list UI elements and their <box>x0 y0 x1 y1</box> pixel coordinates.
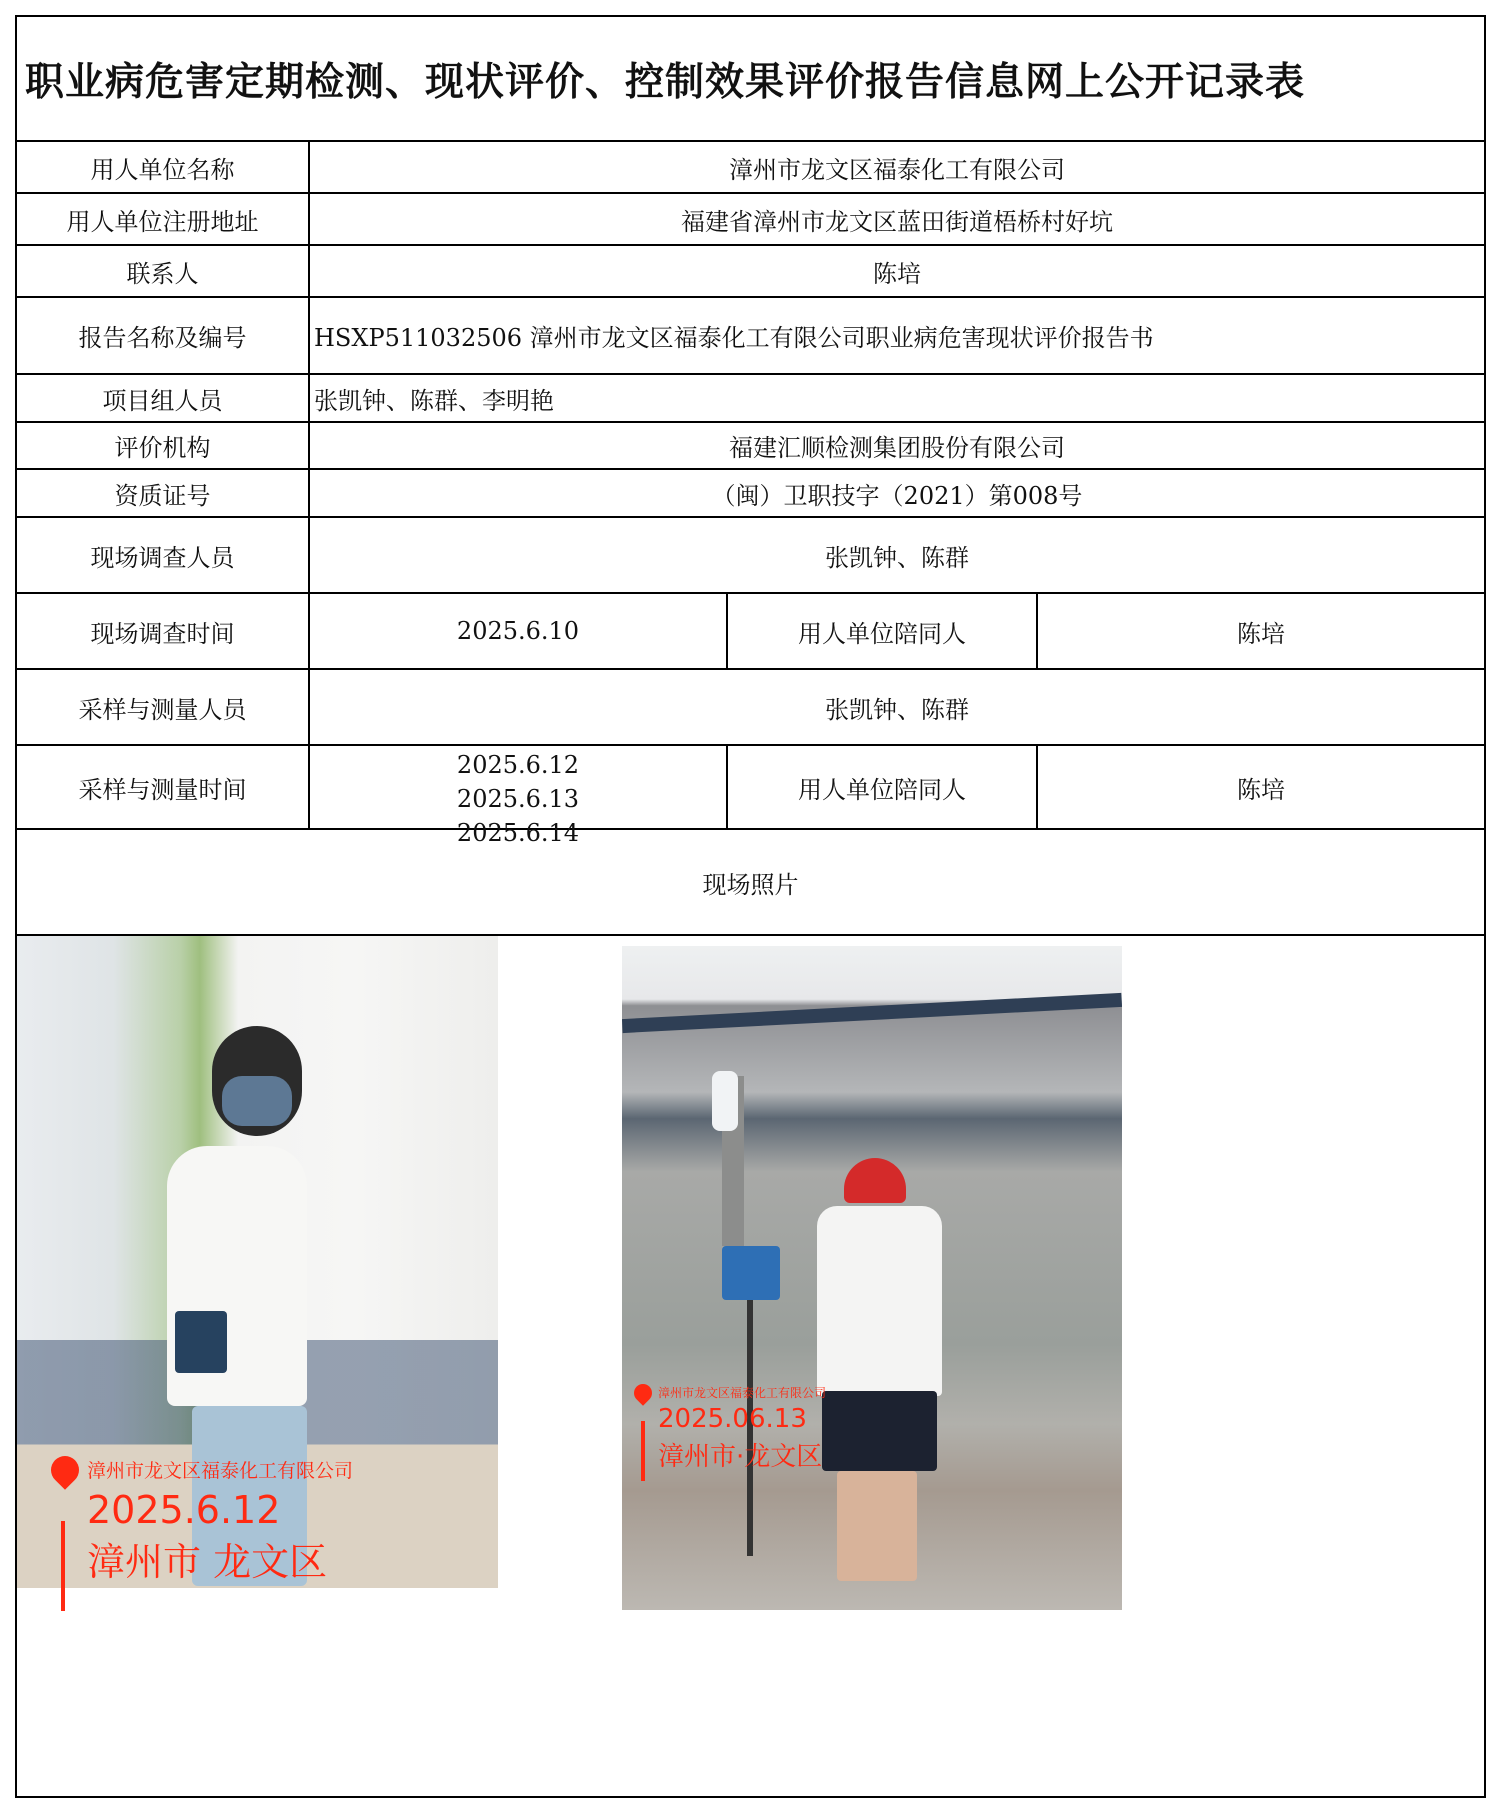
photo-helmet <box>844 1158 906 1203</box>
photos-section-header: 现场照片 <box>17 830 1484 936</box>
value-survey-staff: 张凯钟、陈群 <box>825 543 969 572</box>
value-employer-name: 漳州市龙文区福泰化工有限公司 <box>729 155 1065 184</box>
row-qualification <box>17 470 1484 518</box>
row-contact <box>17 246 1484 298</box>
label-employer-address: 用人单位注册地址 <box>17 194 310 244</box>
row-report <box>17 298 1484 375</box>
label-sampling-companion: 用人单位陪同人 <box>728 746 1038 828</box>
value-project-team: 张凯钟、陈群、李明艳 <box>314 386 554 415</box>
photo-person-shorts <box>822 1391 937 1471</box>
watermark-date: 2025.6.12 <box>87 1488 281 1532</box>
row-survey-time <box>17 594 1484 670</box>
value-evaluation-org: 福建汇顺检测集团股份有限公司 <box>729 434 1065 462</box>
sampling-date: 2025.6.14 <box>456 819 580 847</box>
label-survey-staff: 现场调查人员 <box>17 518 310 592</box>
label-survey-companion: 用人单位陪同人 <box>728 594 1038 668</box>
label-project-team: 项目组人员 <box>17 375 310 421</box>
label-sampling-staff: 采样与测量人员 <box>17 670 310 744</box>
location-pin-icon <box>45 1450 85 1490</box>
watermark-place: 漳州市 龙文区 <box>87 1540 328 1584</box>
value-contact: 陈培 <box>873 259 921 288</box>
value-employer-address: 福建省漳州市龙文区蓝田街道梧桥村好坑 <box>681 207 1113 236</box>
row-sampling-staff <box>17 670 1484 746</box>
photo-roof-beam <box>622 993 1122 1033</box>
value-survey-companion: 陈培 <box>1237 619 1285 648</box>
row-evaluation-org <box>17 423 1484 470</box>
value-sampling-staff: 张凯钟、陈群 <box>825 695 969 724</box>
watermark-place: 漳州市·龙文区 <box>658 1442 823 1472</box>
row-sampling-time <box>17 746 1484 847</box>
label-survey-time: 现场调查时间 <box>17 594 310 668</box>
label-report: 报告名称及编号 <box>17 298 310 373</box>
value-sampling-companion: 陈培 <box>1237 775 1285 804</box>
value-sampling-dates <box>310 746 728 847</box>
row-project-team <box>17 375 1484 423</box>
label-qualification: 资质证号 <box>17 470 310 516</box>
photo-sampler-device <box>722 1246 780 1300</box>
row-survey-staff <box>17 518 1484 594</box>
value-qualification: （闽）卫职技字（2021）第008号 <box>711 481 1083 510</box>
label-contact: 联系人 <box>17 246 310 296</box>
photo-person-shirt <box>817 1206 942 1396</box>
row-employer-address <box>17 194 1484 246</box>
sampling-date: 2025.6.13 <box>456 785 580 813</box>
watermark-bar <box>61 1521 65 1611</box>
photo-person-legs <box>837 1471 917 1581</box>
document-title: 职业病危害定期检测、现状评价、控制效果评价报告信息网上公开记录表 <box>17 17 1484 142</box>
watermark-date: 2025.06.13 <box>658 1404 807 1434</box>
label-sampling-time: 采样与测量时间 <box>17 746 310 828</box>
watermark-company: 漳州市龙文区福泰化工有限公司 <box>658 1386 827 1400</box>
row-employer-name <box>17 142 1484 194</box>
value-survey-time: 2025.6.10 <box>310 594 728 668</box>
watermark-company: 漳州市龙文区福泰化工有限公司 <box>87 1460 354 1482</box>
location-pin-icon <box>630 1380 655 1405</box>
photo-lamp <box>712 1071 738 1131</box>
watermark-bar <box>641 1421 645 1481</box>
record-table <box>15 15 1486 1798</box>
site-photo-outdoor <box>622 946 1122 1610</box>
site-photo-lab <box>17 936 498 1588</box>
label-employer-name: 用人单位名称 <box>17 142 310 192</box>
sampling-date: 2025.6.12 <box>456 751 580 779</box>
value-report: HSXP511032506 漳州市龙文区福泰化工有限公司职业病危害现状评价报告书 <box>314 324 1154 352</box>
photo-respirator <box>222 1076 292 1126</box>
label-evaluation-org: 评价机构 <box>17 423 310 468</box>
photo-sampling-pump <box>175 1311 227 1373</box>
